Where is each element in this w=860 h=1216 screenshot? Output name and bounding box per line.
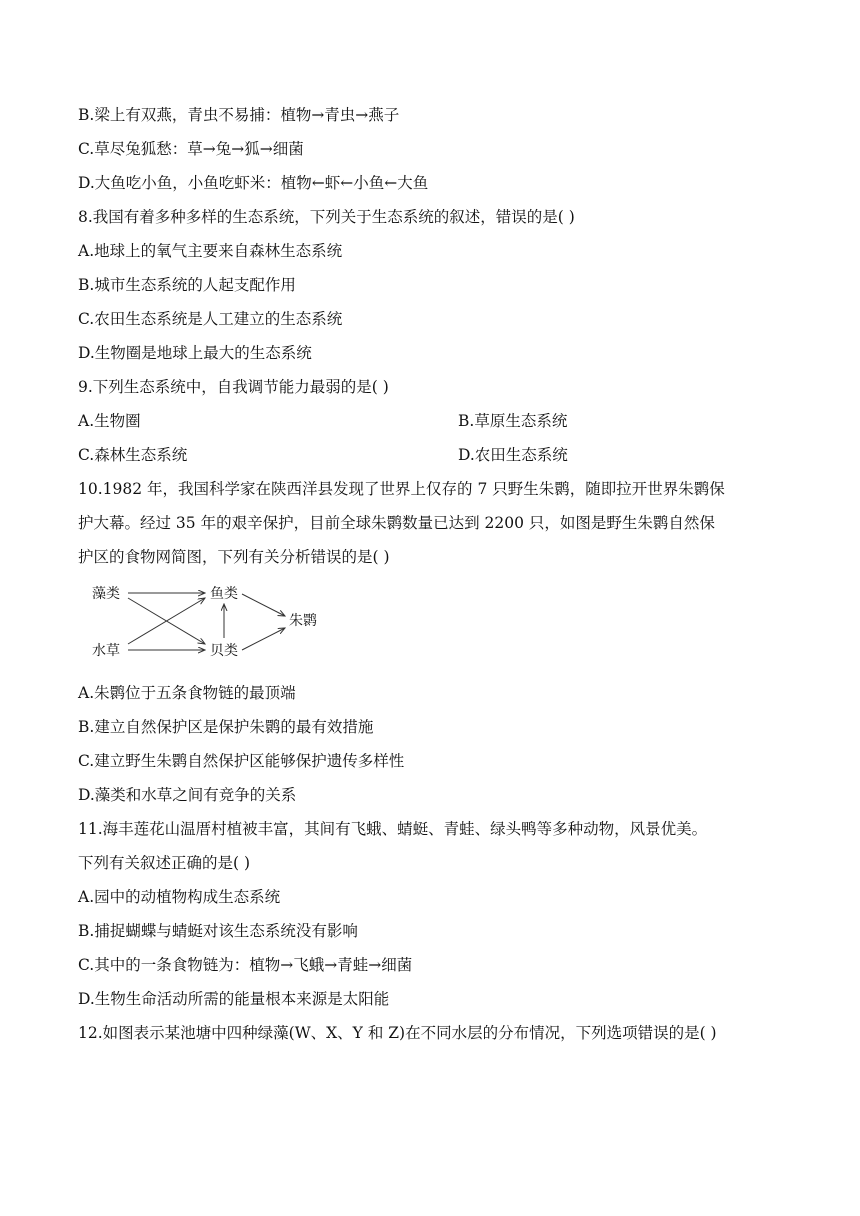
q7-option-d: D.大鱼吃小鱼，小鱼吃虾米：植物←虾←小鱼←大鱼 bbox=[78, 174, 429, 192]
arrow-fish-ibis bbox=[242, 594, 285, 616]
node-algae: 藻类 bbox=[92, 586, 120, 602]
node-shellfish: 贝类 bbox=[210, 643, 238, 659]
q9-stem: 9.下列生态系统中，自我调节能力最弱的是( ) bbox=[78, 378, 389, 396]
q9-option-a: A.生物圈 bbox=[78, 412, 141, 430]
q9-option-b: B.草原生态系统 bbox=[458, 412, 568, 430]
q8-option-c: C.农田生态系统是人工建立的生态系统 bbox=[78, 310, 343, 328]
q9-options-row-2 bbox=[78, 444, 568, 466]
q10-option-d: D.藻类和水草之间有竞争的关系 bbox=[78, 786, 297, 804]
q10-option-c: C.建立野生朱鹮自然保护区能够保护遗传多样性 bbox=[78, 752, 405, 770]
q8-option-d: D.生物圈是地球上最大的生态系统 bbox=[78, 344, 312, 362]
q9-options-row-1 bbox=[78, 410, 568, 432]
q10-option-b: B.建立自然保护区是保护朱鹮的最有效措施 bbox=[78, 718, 374, 736]
q9-option-c: C.森林生态系统 bbox=[78, 446, 188, 464]
q8-option-a: A.地球上的氧气主要来自森林生态系统 bbox=[78, 242, 343, 260]
food-web-diagram bbox=[88, 578, 328, 668]
node-fish: 鱼类 bbox=[210, 586, 238, 602]
q12-stem: 12.如图表示某池塘中四种绿藻(W、X、Y 和 Z)在不同水层的分布情况，下列选项错误的是( ) bbox=[78, 1024, 717, 1042]
q8-stem: 8.我国有着多种多样的生态系统，下列关于生态系统的叙述，错误的是( ) bbox=[78, 208, 575, 226]
q11-stem-line-2: 下列有关叙述正确的是( ) bbox=[78, 854, 251, 872]
q10-stem-line-1: 10.1982 年，我国科学家在陕西洋县发现了世界上仅存的 7 只野生朱鹮，随即拉开世界朱鹮保 bbox=[78, 480, 725, 498]
q11-stem-line-1: 11.海丰莲花山温厝村植被丰富，其间有飞蛾、蜻蜓、青蛙、绿头鸭等多种动物，风景优美。 bbox=[78, 820, 708, 838]
q7-option-c: C.草尽兔狐愁：草→兔→狐→细菌 bbox=[78, 140, 304, 158]
q10-stem-line-3: 护区的食物网简图，下列有关分析错误的是( ) bbox=[78, 548, 390, 566]
q11-option-d: D.生物生命活动所需的能量根本来源是太阳能 bbox=[78, 990, 390, 1008]
q10-stem-line-2: 护大幕。经过 35 年的艰辛保护，目前全球朱鹮数量已达到 2200 只，如图是野生朱鹮自然保 bbox=[78, 514, 715, 532]
q11-option-b: B.捕捉蝴蝶与蜻蜓对该生态系统没有影响 bbox=[78, 922, 358, 940]
q8-option-b: B.城市生态系统的人起支配作用 bbox=[78, 276, 296, 294]
q7-option-b: B.梁上有双燕，青虫不易捕：植物→青虫→燕子 bbox=[78, 106, 400, 124]
q11-option-c: C.其中的一条食物链为：植物→飞蛾→青蛙→细菌 bbox=[78, 956, 413, 974]
node-waterweed: 水草 bbox=[92, 643, 120, 659]
arrow-shellfish-ibis bbox=[242, 628, 285, 650]
q11-option-a: A.园中的动植物构成生态系统 bbox=[78, 888, 281, 906]
q10-option-a: A.朱鹮位于五条食物链的最顶端 bbox=[78, 684, 296, 702]
q9-option-d: D.农田生态系统 bbox=[458, 446, 568, 464]
node-ibis: 朱鹮 bbox=[289, 613, 317, 629]
